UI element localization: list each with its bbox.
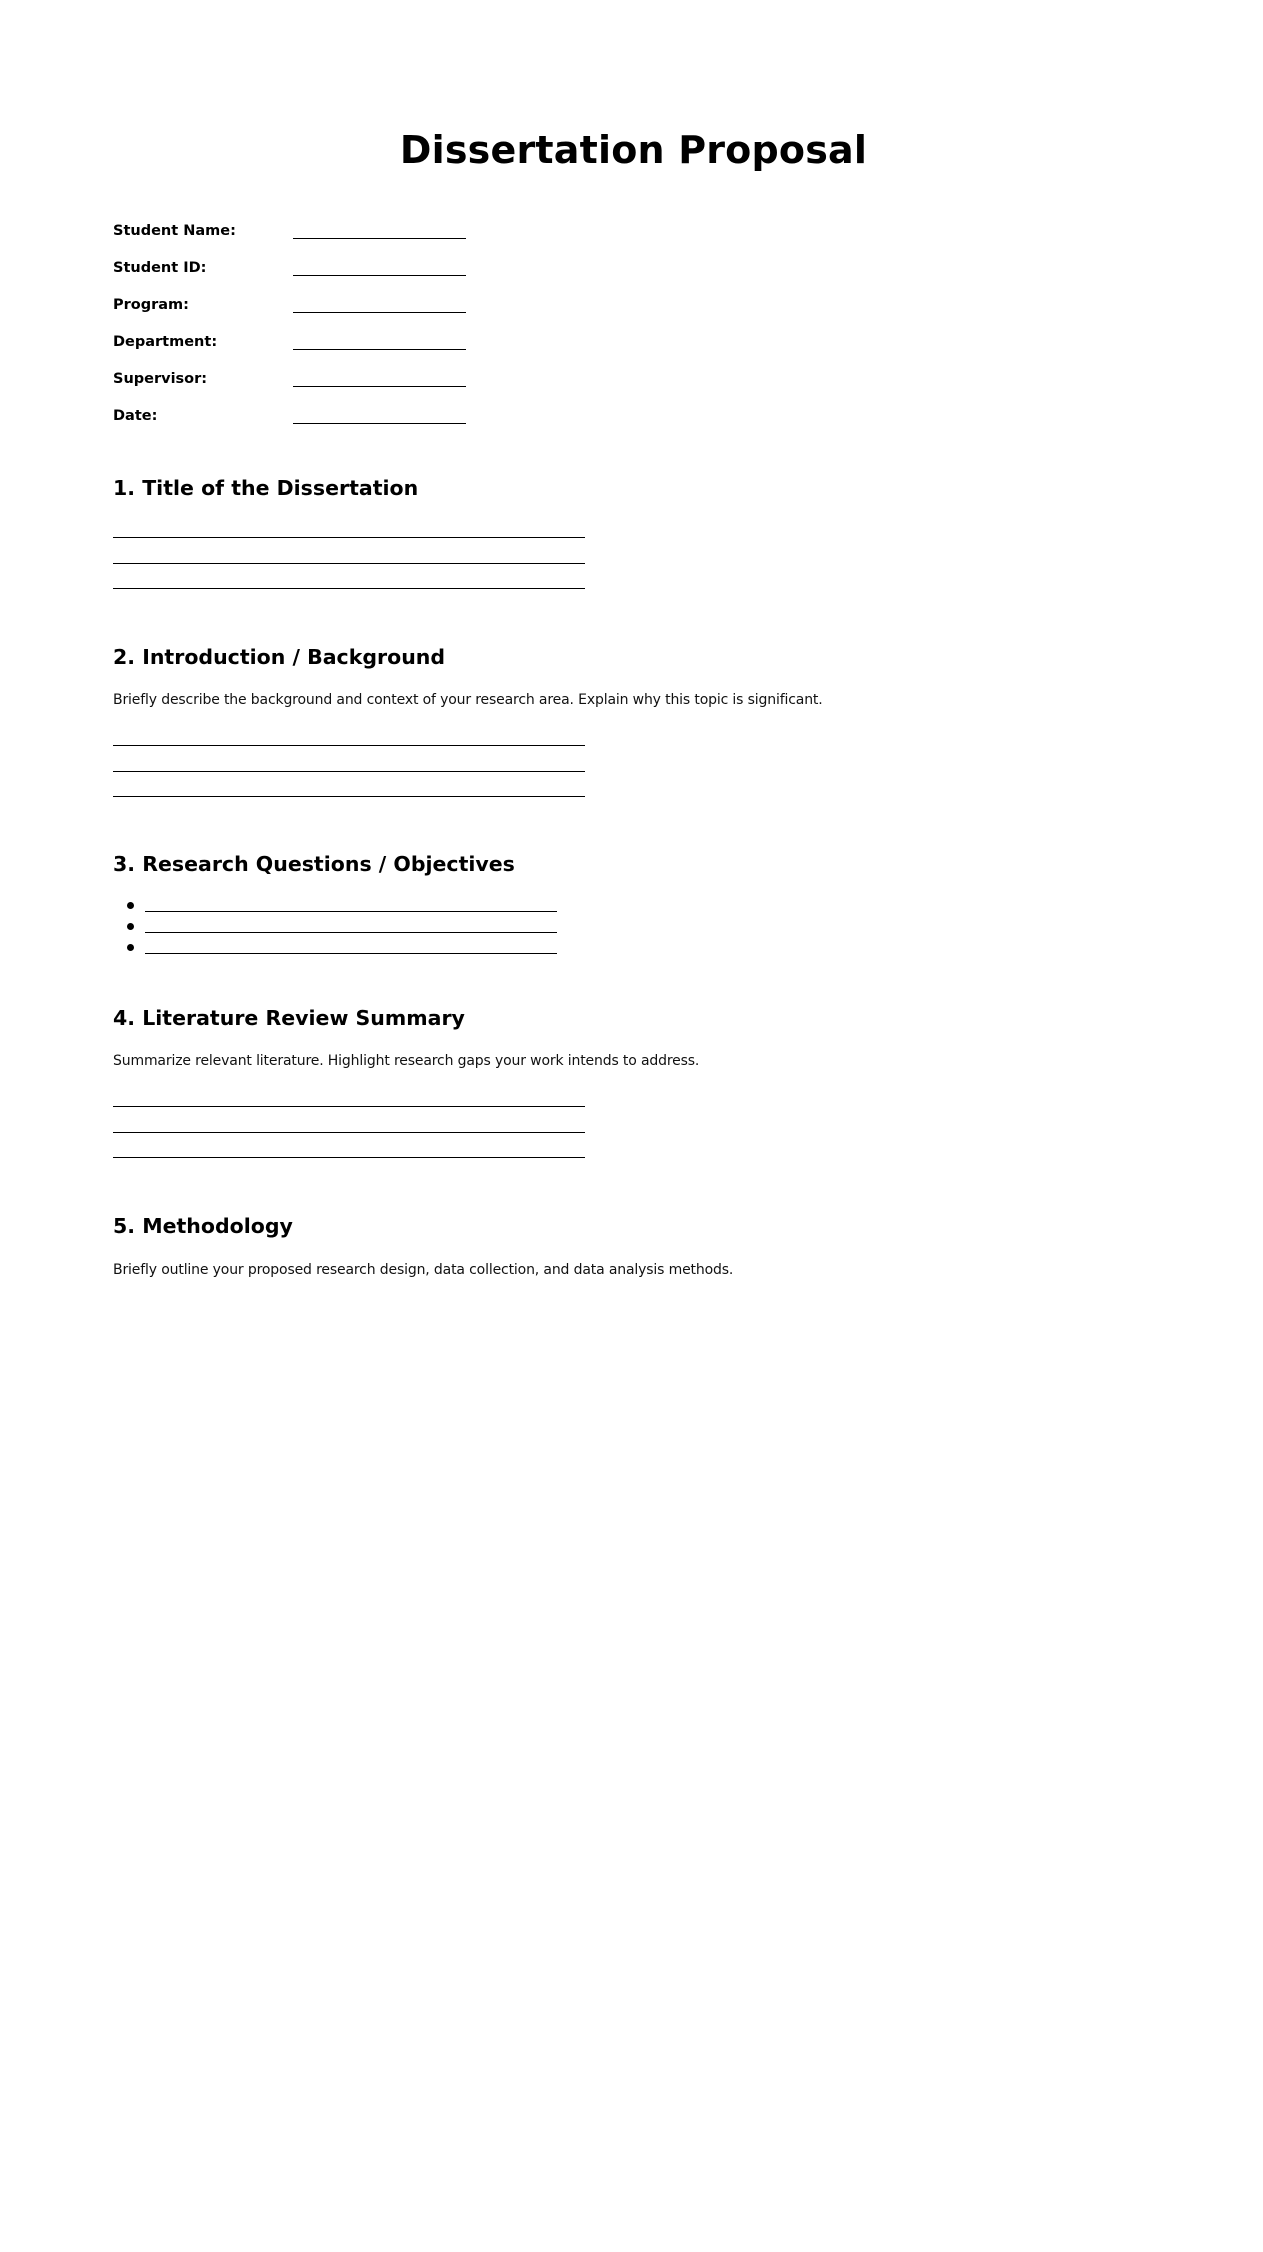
intro-blank-line-3[interactable] (113, 796, 585, 797)
supervisor-label: Supervisor: (113, 371, 208, 387)
title-blank-line-1[interactable] (113, 537, 585, 538)
program-label: Program: (113, 297, 189, 313)
student-name-label: Student Name: (113, 223, 236, 239)
title-blank-line-2[interactable] (113, 563, 585, 564)
section-instructions: Briefly describe the background and context of your research area. Explain why this topic is significant. (113, 692, 823, 708)
program-field[interactable] (293, 312, 466, 313)
supervisor-field[interactable] (293, 386, 466, 387)
literature-blank-line-1[interactable] (113, 1106, 585, 1107)
research-question-blank-3[interactable] (145, 953, 557, 954)
student-id-label: Student ID: (113, 260, 207, 276)
student-name-field[interactable] (293, 238, 466, 239)
student-id-field[interactable] (293, 275, 466, 276)
department-field[interactable] (293, 349, 466, 350)
section-heading: 5. Methodology (113, 1214, 293, 1238)
intro-blank-line-1[interactable] (113, 745, 585, 746)
bullet-icon (127, 944, 134, 951)
section-instructions: Summarize relevant literature. Highlight research gaps your work intends to address. (113, 1053, 700, 1069)
title-blank-line-3[interactable] (113, 588, 585, 589)
literature-blank-line-2[interactable] (113, 1132, 585, 1133)
research-question-blank-2[interactable] (145, 932, 557, 933)
section-heading: 4. Literature Review Summary (113, 1006, 465, 1030)
literature-blank-line-3[interactable] (113, 1157, 585, 1158)
bullet-icon (127, 902, 134, 909)
document-title: Dissertation Proposal (399, 128, 868, 172)
date-label: Date: (113, 408, 158, 424)
bullet-icon (127, 923, 134, 930)
department-label: Department: (113, 334, 218, 350)
intro-blank-line-2[interactable] (113, 771, 585, 772)
section-heading: 2. Introduction / Background (113, 645, 446, 669)
section-instructions: Briefly outline your proposed research design, data collection, and data analysis methods. (113, 1262, 734, 1278)
section-heading: 3. Research Questions / Objectives (113, 852, 515, 876)
research-question-blank-1[interactable] (145, 911, 557, 912)
section-heading: 1. Title of the Dissertation (113, 476, 419, 500)
date-field[interactable] (293, 423, 466, 424)
